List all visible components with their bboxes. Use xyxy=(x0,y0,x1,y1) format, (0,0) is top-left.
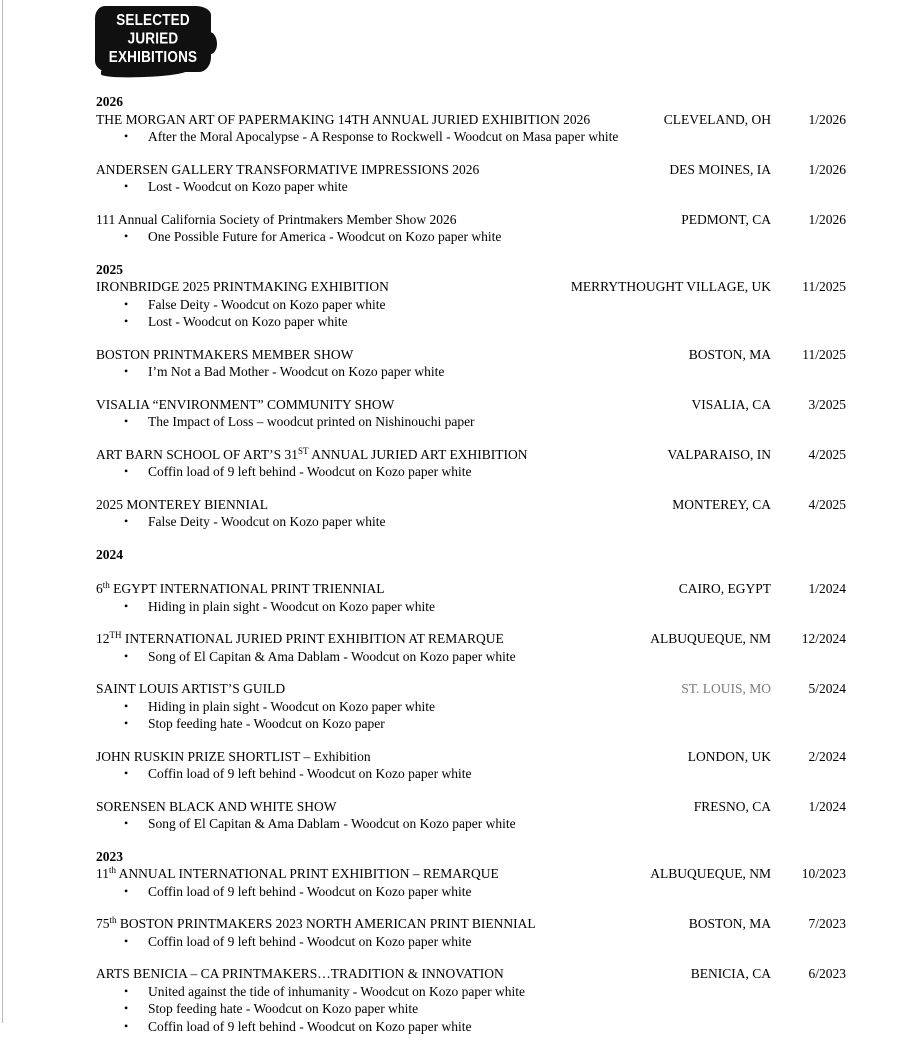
work-item xyxy=(96,883,846,901)
bullet-icon: • xyxy=(124,983,129,998)
work-item xyxy=(96,1000,846,1018)
entry-date: 1/2026 xyxy=(808,161,846,177)
exhibition-entry xyxy=(96,965,846,1035)
entry-location: ALBUQUEQUE, NM xyxy=(650,866,771,881)
bullet-icon: • xyxy=(124,698,129,713)
work-item xyxy=(96,178,846,196)
work-title-and-medium: Lost - Woodcut on Kozo paper white xyxy=(148,179,348,194)
year-section-2025 xyxy=(96,261,846,531)
entry-date: 3/2025 xyxy=(808,396,846,412)
entry-location: VALPARAISO, IN xyxy=(667,446,771,462)
work-item xyxy=(96,363,846,381)
work-item xyxy=(96,598,846,616)
exhibition-entry xyxy=(96,211,846,246)
entry-location: ALBUQUEQUE, NM xyxy=(650,631,771,646)
bullet-icon: • xyxy=(124,229,129,243)
entry-date: 12/2024 xyxy=(801,631,846,646)
exhibition-entry xyxy=(96,496,846,531)
bullet-icon: • xyxy=(124,1018,129,1033)
exhibitions-listing xyxy=(96,93,846,1035)
section-header-line1: SELECTED JURIED xyxy=(116,11,190,48)
work-item xyxy=(96,463,846,481)
work-title-and-medium: After the Moral Apocalypse - A Response to Rockwell - Woodcut on Masa paper white xyxy=(148,129,619,144)
work-item xyxy=(96,513,846,531)
entry-row xyxy=(96,965,846,983)
bullet-icon: • xyxy=(124,648,129,663)
work-item xyxy=(96,413,846,431)
work-title-and-medium: False Deity - Woodcut on Kozo paper white xyxy=(148,514,386,529)
section-header-box xyxy=(95,6,211,72)
exhibition-entry xyxy=(96,915,846,950)
section-header-line2: EXHIBITIONS xyxy=(108,48,198,66)
work-title-and-medium: Coffin load of 9 left behind - Woodcut on Kozo paper white xyxy=(148,1018,472,1034)
entry-row xyxy=(96,161,846,179)
exhibition-entry xyxy=(96,630,846,665)
entry-location: BENICIA, CA xyxy=(690,966,771,981)
work-title-and-medium: I’m Not a Bad Mother - Woodcut on Kozo paper white xyxy=(148,364,445,379)
entry-date: 2/2024 xyxy=(808,748,846,764)
work-item xyxy=(96,698,846,716)
bullet-icon: • xyxy=(124,883,129,898)
work-item xyxy=(96,228,846,246)
exhibition-entry xyxy=(96,278,846,331)
entry-title: IRONBRIDGE 2025 PRINTMAKING EXHIBITION xyxy=(96,279,389,294)
bullet-icon: • xyxy=(124,716,129,730)
entry-date: 11/2025 xyxy=(802,279,846,294)
ordinal-superscript: th xyxy=(109,865,117,875)
entry-date: 4/2025 xyxy=(808,496,846,512)
entry-date: 1/2026 xyxy=(808,111,846,127)
year-heading: 2023 xyxy=(96,848,123,864)
work-title-and-medium: United against the tide of inhumanity - Woodcut on Kozo paper white xyxy=(148,983,525,999)
entry-title: BOSTON PRINTMAKERS MEMBER SHOW xyxy=(96,346,354,362)
work-item xyxy=(96,933,846,951)
entry-row xyxy=(96,580,846,598)
bullet-icon: • xyxy=(124,314,129,328)
exhibition-entry xyxy=(96,798,846,833)
year-heading: 2024 xyxy=(96,546,123,562)
work-title-and-medium: Stop feeding hate - Woodcut on Kozo paper white xyxy=(148,1001,419,1016)
bullet-icon: • xyxy=(124,598,129,613)
exhibition-entry xyxy=(96,748,846,783)
work-title-and-medium: Coffin load of 9 left behind - Woodcut on Kozo paper white xyxy=(148,464,472,479)
entry-title: VISALIA “ENVIRONMENT” COMMUNITY SHOW xyxy=(96,396,395,412)
entry-row xyxy=(96,798,846,816)
entry-location: MONTEREY, CA xyxy=(672,496,771,512)
entry-row xyxy=(96,630,846,648)
entry-title: ARTS BENICIA – CA PRINTMAKERS…TRADITION & INNOVATION xyxy=(96,966,504,981)
entry-location: FRESNO, CA xyxy=(693,798,771,814)
document-page xyxy=(96,0,846,1050)
entry-row xyxy=(96,496,846,514)
entry-title: 6th EGYPT INTERNATIONAL PRINT TRIENNIAL xyxy=(96,580,385,596)
entry-date: 7/2023 xyxy=(808,916,846,931)
page-edge-line xyxy=(2,0,3,1023)
entry-date: 4/2025 xyxy=(808,446,846,462)
entry-row xyxy=(96,346,846,364)
year-section-2023 xyxy=(96,848,846,1036)
entry-title: 111 Annual California Society of Printmakers Member Show 2026 xyxy=(96,211,457,227)
year-heading: 2025 xyxy=(96,261,123,277)
entry-title: JOHN RUSKIN PRIZE SHORTLIST – Exhibition xyxy=(96,748,371,764)
entry-title: SORENSEN BLACK AND WHITE SHOW xyxy=(96,798,337,814)
bullet-icon: • xyxy=(124,414,129,428)
entry-date: 11/2025 xyxy=(802,346,846,362)
work-title-and-medium: One Possible Future for America - Woodcut on Kozo paper white xyxy=(148,229,502,244)
entry-title: 2025 MONTEREY BIENNIAL xyxy=(96,496,268,512)
work-item xyxy=(96,128,846,146)
bullet-icon: • xyxy=(124,816,129,830)
entry-row xyxy=(96,446,846,464)
entry-row xyxy=(96,211,846,229)
exhibition-entry xyxy=(96,446,846,481)
bullet-icon: • xyxy=(124,464,129,478)
entry-location: BOSTON, MA xyxy=(688,346,771,362)
entry-date: 1/2024 xyxy=(808,798,846,814)
bullet-icon: • xyxy=(124,1001,129,1015)
ordinal-superscript: TH xyxy=(109,630,122,640)
entry-date: 1/2024 xyxy=(808,581,846,596)
bullet-icon: • xyxy=(124,514,129,528)
entry-date: 1/2026 xyxy=(808,211,846,227)
exhibition-entry xyxy=(96,111,846,146)
entry-row xyxy=(96,680,846,698)
entry-location: LONDON, UK xyxy=(687,748,771,764)
section-header-title xyxy=(95,11,211,66)
entry-title: 11th ANNUAL INTERNATIONAL PRINT EXHIBITION – REMARQUE xyxy=(96,865,499,881)
work-item xyxy=(96,983,846,1001)
work-title-and-medium: Stop feeding hate - Woodcut on Kozo paper xyxy=(148,716,385,731)
entry-date: 10/2023 xyxy=(801,866,846,881)
work-title-and-medium: Lost - Woodcut on Kozo paper white xyxy=(148,314,348,329)
work-title-and-medium: Hiding in plain sight - Woodcut on Kozo paper white xyxy=(148,598,435,614)
work-item xyxy=(96,715,846,733)
work-title-and-medium: Coffin load of 9 left behind - Woodcut on Kozo paper white xyxy=(148,933,472,949)
entry-title: THE MORGAN ART OF PAPERMAKING 14TH ANNUAL JURIED EXHIBITION 2026 xyxy=(96,111,591,127)
exhibition-entry xyxy=(96,580,846,615)
work-item xyxy=(96,296,846,314)
entry-location: PEDMONT, CA xyxy=(681,211,771,227)
year-heading: 2026 xyxy=(96,94,123,109)
bullet-icon: • xyxy=(124,364,129,378)
entry-row xyxy=(96,865,846,883)
entry-location: CLEVELAND, OH xyxy=(663,111,771,127)
work-title-and-medium: False Deity - Woodcut on Kozo paper white xyxy=(148,296,386,312)
work-item xyxy=(96,648,846,666)
work-title-and-medium: The Impact of Loss – woodcut printed on Nishinouchi paper xyxy=(148,414,475,429)
entry-title: 75th BOSTON PRINTMAKERS 2023 NORTH AMERICAN PRINT BIENNIAL xyxy=(96,915,536,931)
entry-row xyxy=(96,278,846,296)
entry-row xyxy=(96,111,846,129)
ordinal-superscript: th xyxy=(102,580,110,590)
year-section-2026 xyxy=(96,93,846,246)
exhibition-entry xyxy=(96,396,846,431)
bullet-icon: • xyxy=(124,179,129,193)
entry-title: 12TH INTERNATIONAL JURIED PRINT EXHIBITION AT REMARQUE xyxy=(96,630,504,646)
entry-location: VISALIA, CA xyxy=(691,396,771,412)
work-title-and-medium: Coffin load of 9 left behind - Woodcut on Kozo paper white xyxy=(148,766,472,781)
exhibition-entry xyxy=(96,680,846,733)
work-title-and-medium: Song of El Capitan & Ama Dablam - Woodcut on Kozo paper white xyxy=(148,816,516,831)
ordinal-superscript: th xyxy=(109,915,117,925)
entry-location: MERRYTHOUGHT VILLAGE, UK xyxy=(570,279,771,294)
entry-location: ST. LOUIS, MO xyxy=(681,681,771,696)
work-title-and-medium: Hiding in plain sight - Woodcut on Kozo paper white xyxy=(148,698,435,714)
entry-location: DES MOINES, IA xyxy=(669,161,771,177)
exhibition-entry xyxy=(96,161,846,196)
year-section-2024 xyxy=(96,546,846,833)
work-item xyxy=(96,815,846,833)
work-item xyxy=(96,313,846,331)
entry-title: ART BARN SCHOOL OF ART’S 31ST ANNUAL JURIED ART EXHIBITION xyxy=(96,445,528,462)
entry-row xyxy=(96,748,846,766)
entry-title: SAINT LOUIS ARTIST’S GUILD xyxy=(96,681,286,696)
bullet-icon: • xyxy=(124,933,129,948)
work-item xyxy=(96,765,846,783)
work-item xyxy=(96,1018,846,1036)
entry-title: ANDERSEN GALLERY TRANSFORMATIVE IMPRESSIONS 2026 xyxy=(96,161,480,177)
entry-row xyxy=(96,396,846,414)
entry-date: 6/2023 xyxy=(808,966,846,981)
bullet-icon: • xyxy=(124,296,129,311)
bullet-icon: • xyxy=(124,766,129,780)
entry-location: BOSTON, MA xyxy=(688,916,771,931)
ordinal-superscript: ST xyxy=(298,445,309,456)
exhibition-entry xyxy=(96,346,846,381)
work-title-and-medium: Song of El Capitan & Ama Dablam - Woodcut on Kozo paper white xyxy=(148,648,516,664)
bullet-icon: • xyxy=(124,129,129,143)
entry-location: CAIRO, EGYPT xyxy=(678,581,771,596)
work-title-and-medium: Coffin load of 9 left behind - Woodcut on Kozo paper white xyxy=(148,883,472,899)
exhibition-entry xyxy=(96,865,846,900)
entry-date: 5/2024 xyxy=(808,681,846,696)
entry-row xyxy=(96,915,846,933)
